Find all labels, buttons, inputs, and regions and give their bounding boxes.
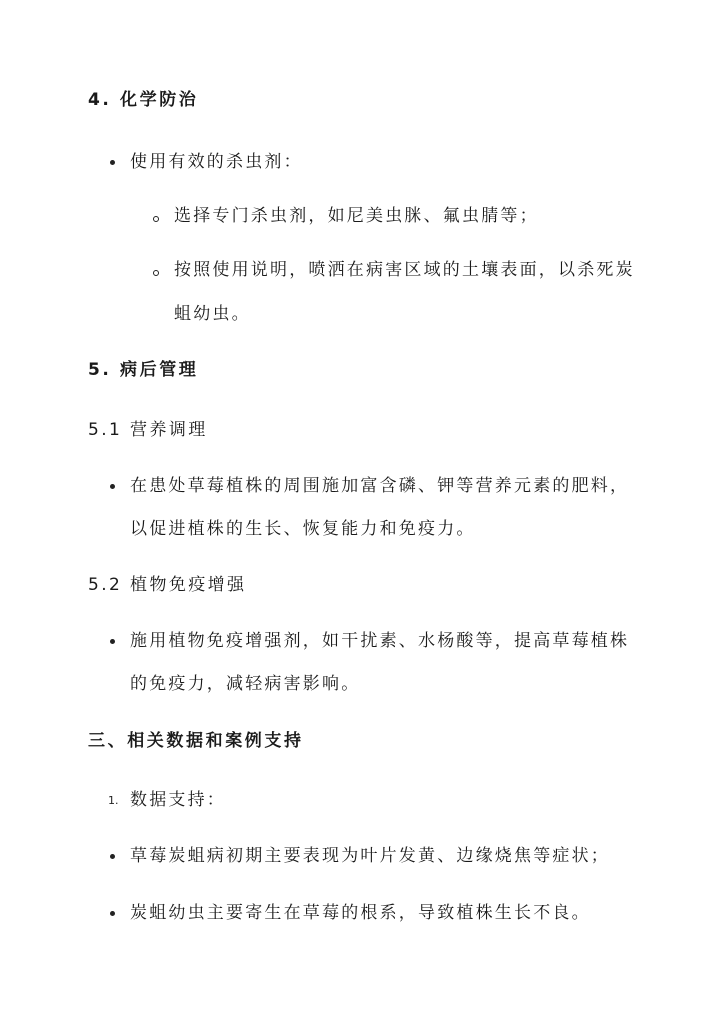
section-4-heading: 4. 化学防治 — [88, 90, 199, 110]
section-5-heading: 5. 病后管理 — [88, 360, 199, 380]
section-3-heading: 三、相关数据和案例支持 — [88, 731, 304, 751]
list-number: 1. — [108, 794, 119, 807]
subsection-5-2-title: 5.2 植物免疫增强 — [88, 575, 247, 595]
circle-bullet-icon — [153, 216, 159, 222]
data-support-item: 炭蛆幼虫主要寄生在草莓的根系，导致植株生长不良。 — [130, 903, 591, 923]
bullet-icon — [110, 854, 115, 859]
subsection-5-2-item-line2: 的免疫力，减轻病害影响。 — [130, 674, 361, 694]
section-4-subitem-line2: 蛆幼虫。 — [174, 304, 251, 324]
data-support-label: 数据支持： — [130, 790, 226, 810]
subsection-5-1-item-line2: 以促进植株的生长、恢复能力和免疫力。 — [130, 519, 476, 539]
bullet-icon — [110, 911, 115, 916]
subsection-5-1-item-line1: 在患处草莓植株的周围施加富含磷、钾等营养元素的肥料， — [130, 476, 630, 496]
data-support-item: 草莓炭蛆病初期主要表现为叶片发黄、边缘烧焦等症状； — [130, 846, 610, 866]
section-4-subitem-line1: 按照使用说明，喷洒在病害区域的土壤表面，以杀死炭 — [174, 260, 635, 280]
bullet-icon — [110, 160, 115, 165]
subsection-5-1-title: 5.1 营养调理 — [88, 420, 208, 440]
subsection-5-2-item-line1: 施用植物免疫增强剂，如干扰素、水杨酸等，提高草莓植株 — [130, 631, 630, 651]
section-4-subitem: 选择专门杀虫剂，如尼美虫脒、氟虫腈等； — [174, 206, 539, 226]
bullet-icon — [110, 639, 115, 644]
circle-bullet-icon — [153, 270, 159, 276]
section-4-item: 使用有效的杀虫剂： — [130, 152, 303, 172]
bullet-icon — [110, 484, 115, 489]
